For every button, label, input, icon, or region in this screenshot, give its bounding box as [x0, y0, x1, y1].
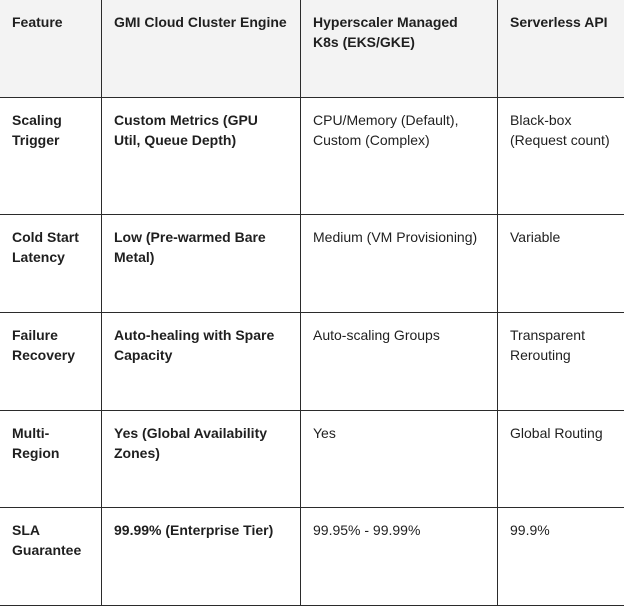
- header-gmi-cloud: GMI Cloud Cluster Engine: [102, 0, 301, 98]
- gmi-cell: Yes (Global Availability Zones): [102, 411, 301, 508]
- serverless-cell: 99.9%: [498, 508, 624, 606]
- feature-cell: Cold Start Latency: [0, 215, 102, 313]
- table-row: [0, 508, 624, 606]
- gmi-cell: 99.99% (Enterprise Tier): [102, 508, 301, 606]
- feature-cell: Failure Recovery: [0, 313, 102, 411]
- hyperscaler-cell: CPU/Memory (Default), Custom (Complex): [301, 98, 498, 215]
- serverless-cell: Global Routing: [498, 411, 624, 508]
- serverless-cell: Black-box (Request count): [498, 98, 624, 215]
- header-hyperscaler: Hyperscaler Managed K8s (EKS/GKE): [301, 0, 498, 98]
- table-row: [0, 98, 624, 215]
- gmi-cell: Low (Pre-warmed Bare Metal): [102, 215, 301, 313]
- feature-cell: Multi-Region: [0, 411, 102, 508]
- gmi-cell: Custom Metrics (GPU Util, Queue Depth): [102, 98, 301, 215]
- table-row: [0, 313, 624, 411]
- serverless-cell: Variable: [498, 215, 624, 313]
- gmi-cell: Auto-healing with Spare Capacity: [102, 313, 301, 411]
- hyperscaler-cell: Medium (VM Provisioning): [301, 215, 498, 313]
- hyperscaler-cell: Yes: [301, 411, 498, 508]
- header-serverless: Serverless API: [498, 0, 624, 98]
- header-feature: Feature: [0, 0, 102, 98]
- feature-cell: SLA Guarantee: [0, 508, 102, 606]
- hyperscaler-cell: 99.95% - 99.99%: [301, 508, 498, 606]
- serverless-cell: Transparent Rerouting: [498, 313, 624, 411]
- hyperscaler-cell: Auto-scaling Groups: [301, 313, 498, 411]
- table-row: [0, 215, 624, 313]
- table-header-row: [0, 0, 624, 98]
- table-row: [0, 411, 624, 508]
- feature-cell: Scaling Trigger: [0, 98, 102, 215]
